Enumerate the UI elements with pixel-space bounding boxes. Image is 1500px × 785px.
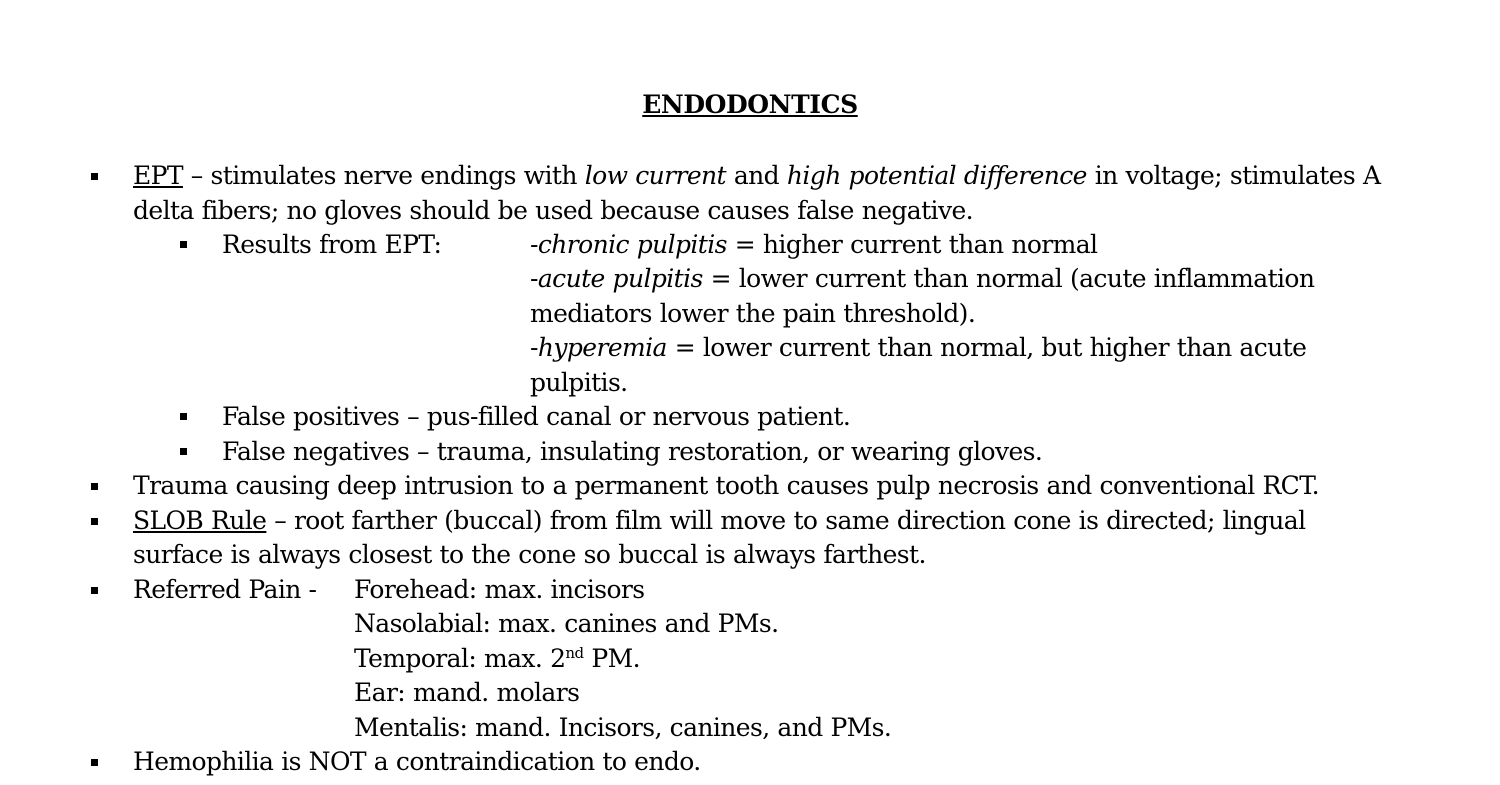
false-negatives: False negatives – trauma, insulating restoration, or wearing gloves. xyxy=(222,437,1043,466)
low-current-term: low current xyxy=(584,161,726,190)
sub-bullet-marker xyxy=(180,241,187,248)
result-chronic-pulpitis xyxy=(530,228,1097,262)
hyperemia-term: hyperemia xyxy=(537,333,667,362)
bullet-marker xyxy=(91,483,98,490)
high-potential-term: high potential difference xyxy=(786,161,1087,190)
slob-line-1 xyxy=(133,504,1306,538)
acute-pulpitis-text: = lower current than normal (acute inflammation xyxy=(702,264,1315,293)
hyperemia-text: = lower current than normal, but higher than acute xyxy=(666,333,1307,362)
result-acute-pulpitis xyxy=(530,262,1314,296)
slob-line-2: surface is always closest to the cone so buccal is always farthest. xyxy=(133,540,926,569)
sub-bullet-marker xyxy=(180,413,187,420)
temporal-text-end: PM. xyxy=(583,644,640,673)
referred-pain-label: Referred Pain - xyxy=(133,575,317,604)
bullet-marker xyxy=(91,759,98,766)
slob-term: SLOB Rule xyxy=(133,506,267,535)
title-text: ENDODONTICS xyxy=(642,90,858,119)
ept-term: EPT xyxy=(133,161,183,190)
bullet-marker xyxy=(91,518,98,525)
false-positives: False positives – pus-filled canal or nervous patient. xyxy=(222,402,851,431)
temporal-superscript: nd xyxy=(565,644,584,662)
page-title xyxy=(0,88,1500,122)
referred-forehead: Forehead: max. incisors xyxy=(354,575,645,604)
dash: - xyxy=(530,230,538,259)
dash: - xyxy=(530,264,538,293)
dash: - xyxy=(530,333,538,362)
temporal-text: Temporal: max. 2 xyxy=(354,644,566,673)
bullet-marker xyxy=(91,173,98,180)
chronic-pulpitis-text: = higher current than normal xyxy=(726,230,1098,259)
trauma-item: Trauma causing deep intrusion to a permanent tooth causes pulp necrosis and conventional RCT. xyxy=(133,471,1319,500)
hemophilia-item: Hemophilia is NOT a contraindication to endo. xyxy=(133,747,701,776)
bullet-marker xyxy=(91,587,98,594)
result-hyperemia xyxy=(530,331,1306,365)
chronic-pulpitis-term: chronic pulpitis xyxy=(537,230,727,259)
sub-bullet-marker xyxy=(180,448,187,455)
ept-line-1 xyxy=(133,159,1380,193)
ept-line-2: delta fibers; no gloves should be used because causes false negative. xyxy=(133,196,974,225)
referred-mentalis: Mentalis: mand. Incisors, canines, and PMs. xyxy=(354,713,892,742)
ept-and: and xyxy=(725,161,787,190)
result-hyperemia-cont: pulpitis. xyxy=(530,368,628,397)
referred-ear: Ear: mand. molars xyxy=(354,678,580,707)
acute-pulpitis-term: acute pulpitis xyxy=(537,264,703,293)
result-acute-pulpitis-cont: mediators lower the pain threshold). xyxy=(530,299,976,328)
results-label: Results from EPT: xyxy=(222,230,442,259)
referred-temporal xyxy=(354,642,640,676)
ept-text-1: – stimulates nerve endings with xyxy=(182,161,585,190)
slob-text: – root farther (buccal) from film will move to same direction cone is directed; lingual xyxy=(266,506,1306,535)
ept-text-2: in voltage; stimulates A xyxy=(1086,161,1381,190)
referred-nasolabial: Nasolabial: max. canines and PMs. xyxy=(354,609,779,638)
